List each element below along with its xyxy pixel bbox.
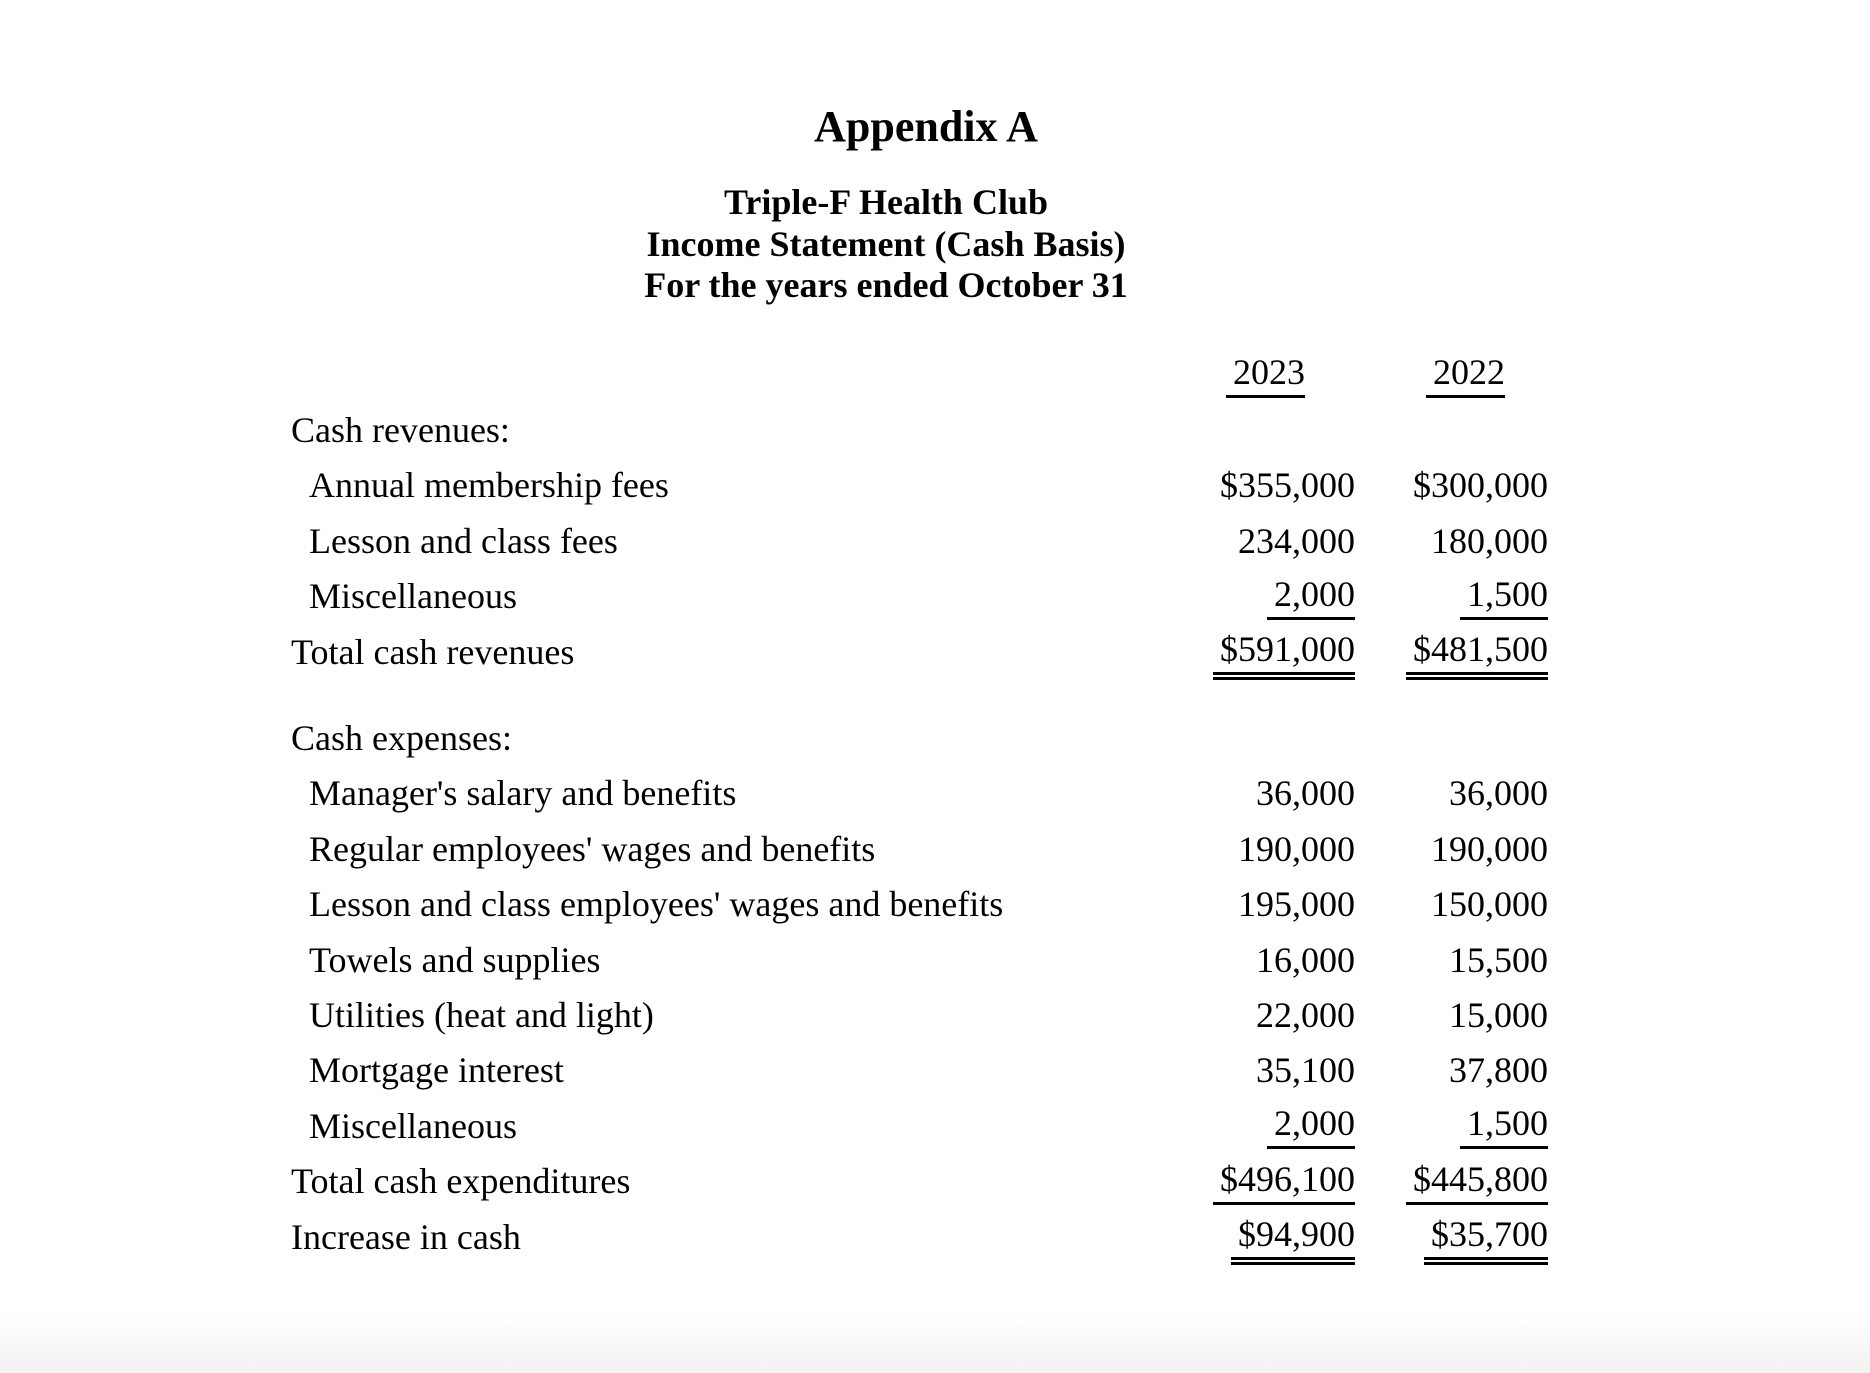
value-2022: 37,800 [1449,1050,1548,1091]
column-header-2022: 2022 [1426,351,1505,398]
row-regular-employees-wages [291,821,1548,876]
section-label: Cash revenues: [291,410,510,451]
value-2022: 1,500 [1460,1102,1548,1149]
column-header-2023: 2023 [1226,351,1305,398]
value-2022: 1,500 [1460,573,1548,620]
total-label: Increase in cash [291,1216,521,1257]
row-label: Regular employees' wages and benefits [309,828,876,869]
page-bottom-shadow [0,1315,1870,1373]
value-2022: 15,500 [1449,939,1548,980]
row-label: Lesson and class employees' wages and benefits [309,884,1004,925]
value-2022: 150,000 [1431,884,1548,925]
row-label: Mortgage interest [309,1050,564,1091]
value-2022: $445,800 [1406,1158,1548,1205]
total-label: Total cash revenues [291,631,575,672]
value-2022: $35,700 [1424,1213,1548,1260]
row-miscellaneous-expenses [291,1098,1548,1153]
row-managers-salary-and-benefits [291,766,1548,821]
row-annual-membership-fees [291,458,1548,513]
row-label: Miscellaneous [309,1105,517,1146]
row-towels-and-supplies [291,932,1548,987]
row-label: Manager's salary and benefits [309,773,737,814]
value-2022: 190,000 [1431,828,1548,869]
value-2022: 36,000 [1449,773,1548,814]
row-increase-in-cash [291,1209,1548,1264]
row-lesson-and-class-fees [291,513,1548,568]
row-total-cash-revenues [291,624,1548,679]
value-2023: $355,000 [1220,465,1355,506]
row-utilities [291,987,1548,1042]
statement-title: Income Statement (Cash Basis) [646,223,1126,264]
value-2023: 2,000 [1267,1102,1355,1149]
section-label: Cash expenses: [291,718,512,759]
value-2023: 234,000 [1238,520,1355,561]
section-row-cash-revenues [291,402,1548,457]
row-label: Utilities (heat and light) [309,994,654,1035]
year-header-row [291,347,1548,402]
value-2023: $496,100 [1213,1158,1355,1205]
value-2023: 35,100 [1256,1050,1355,1091]
row-label: Miscellaneous [309,576,517,617]
value-2023: 2,000 [1267,573,1355,620]
row-miscellaneous-revenues [291,569,1548,624]
row-mortgage-interest [291,1043,1548,1098]
total-label: Total cash expenditures [291,1161,631,1202]
column-2023 [1145,351,1355,398]
value-2022: 15,000 [1449,994,1548,1035]
row-label: Annual membership fees [309,465,669,506]
company-name: Triple-F Health Club [724,182,1048,222]
column-2022 [1355,351,1548,398]
value-2023: 16,000 [1256,939,1355,980]
row-lesson-class-employees-wages [291,877,1548,932]
value-2023: $94,900 [1231,1213,1355,1260]
statement-period: For the years ended October 31 [644,265,1128,305]
value-2023: $591,000 [1213,628,1355,675]
value-2023: 195,000 [1238,884,1355,925]
row-total-cash-expenditures [291,1153,1548,1208]
income-statement-table [291,347,1548,1264]
statement-header [0,182,1772,307]
row-label: Lesson and class fees [309,520,618,561]
appendix-title: Appendix A [814,102,1038,151]
value-2023: 36,000 [1256,773,1355,814]
section-row-cash-expenses [291,710,1548,765]
row-label: Towels and supplies [309,939,601,980]
value-2022: $481,500 [1406,628,1548,675]
value-2022: $300,000 [1413,465,1548,506]
value-2022: 180,000 [1431,520,1548,561]
value-2023: 22,000 [1256,994,1355,1035]
value-2023: 190,000 [1238,828,1355,869]
